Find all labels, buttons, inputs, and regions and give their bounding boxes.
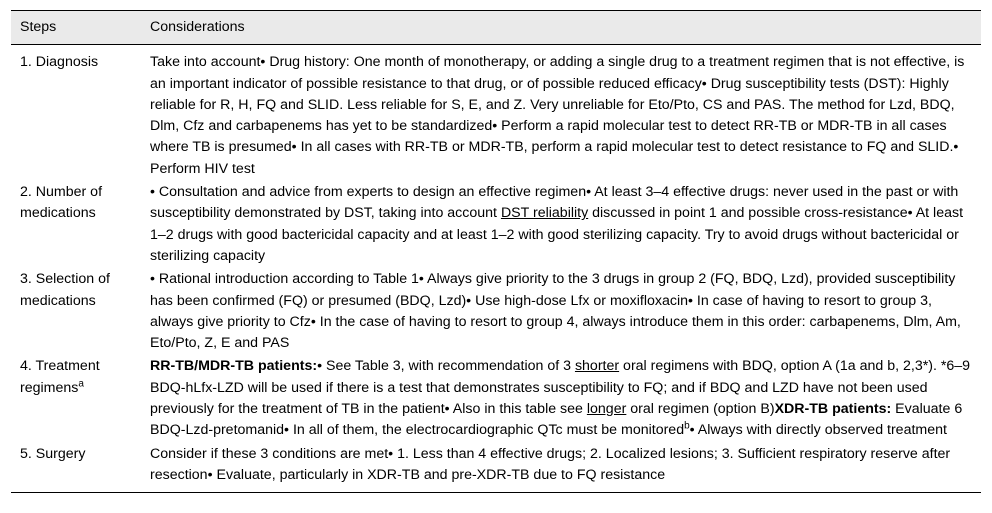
rr-mdr-tb-heading: RR-TB/MDR-TB patients: — [150, 358, 318, 375]
table-header — [11, 11, 981, 45]
table-body — [11, 45, 981, 493]
step-cell: 5. Surgery — [20, 445, 86, 462]
considerations-text: oral regimen (option B) — [626, 401, 775, 418]
considerations-text: • Consultation and advice from experts to design an effective regimen• At least 3–4 effective drugs: never used in the past or with susceptibility demonstrated by DST, taking into account — [150, 184, 959, 222]
considerations-table-container — [11, 10, 981, 493]
step-cell — [11, 355, 141, 442]
step-label: 4. Treatment regimens — [20, 358, 100, 396]
footnote-marker-a: a — [78, 378, 84, 390]
header-considerations: Considerations — [150, 19, 245, 35]
xdr-tb-heading: XDR-TB patients: — [774, 401, 892, 418]
table-row-surgery — [11, 443, 981, 493]
considerations-text: Evaluate 6 BDQ-Lzd-pretomanid• In all of them, the electrocardiographic QTc must be monitored — [150, 401, 963, 439]
header-steps: Steps — [20, 19, 57, 35]
table-row-treatment-regimens — [11, 355, 981, 442]
considerations-text: discussed in point 1 and possible cross-resistance• At least 1–2 drugs with good bactericidal capacity and at least 1–2 with good sterilizing capacity. Try to avoid drugs without bactericidal or sterilizing capacity — [150, 205, 964, 264]
considerations-cell: • Rational introduction according to Table 1• Always give priority to the 3 drugs in group 2 (FQ, BDQ, Lzd), provided susceptibility has been confirmed (FQ) or presumed (BDQ, Lzd)• Use high-dose Lfx or moxifloxacin• In case of having to resort to group 3, always give priority to Cfz• In the case of having to resort to group 4, always introduce them in this order: carbapenems, Dlm, Am, Eto/Pto, Z, E and PAS — [150, 271, 961, 352]
considerations-text: • Always with directly observed treatment — [689, 422, 947, 439]
considerations-text: • See Table 3, with recommendation of 3 — [317, 358, 575, 375]
table-row-selection-of-medications — [11, 268, 981, 355]
dst-reliability-underlined: DST reliability — [500, 205, 589, 222]
header-row — [11, 11, 981, 45]
considerations-cell — [141, 181, 981, 268]
step-cell: 2. Number of medications — [20, 184, 103, 222]
longer-underlined: longer — [586, 401, 627, 418]
footnote-marker-b: b — [684, 420, 690, 432]
table-row-diagnosis — [11, 45, 981, 181]
considerations-cell: Take into account• Drug history: One month of monotherapy, or adding a single drug to a treatment regimen that is not effective, is an important indicator of possible resistance to that drug, or of possible reduced efficacy• Drug susceptibility tests (DST): Highly reliable for R, H, FQ and SLID. Less reliable for S, E, and Z. Very unreliable for Eto/Pto, CS and PAS. The method for Lzd, BDQ, Dlm, Cfz and carbapenems has yet to be standardized• Perform a rapid molecular test to detect RR-TB or MDR-TB in all cases where TB is presumed• In all cases with RR-TB or MDR-TB, perform a rapid molecular test to detect resistance to FQ and SLID.• Perform HIV test — [150, 54, 965, 177]
step-cell: 1. Diagnosis — [20, 54, 99, 71]
step-cell: 3. Selection of medications — [20, 271, 110, 309]
considerations-cell: Consider if these 3 conditions are met• 1. Less than 4 effective drugs; 2. Localized lesions; 3. Sufficient respiratory reserve after resection• Evaluate, particularly in XDR-TB and pre-XDR-TB due to FQ resistance — [150, 445, 951, 483]
table-row-number-of-medications — [11, 181, 981, 268]
considerations-cell — [141, 355, 981, 442]
considerations-text: oral regimens with BDQ, option A (1a and b, 2,3*). *6–9 BDQ-hLfx-LZD will be used if there is a test that demonstrates susceptibility to FQ; and if BDQ and LZD have not been used previously for the treatment of TB in the patient• Also in this table see — [150, 358, 971, 418]
shorter-underlined: shorter — [574, 358, 620, 375]
considerations-table — [11, 10, 981, 493]
